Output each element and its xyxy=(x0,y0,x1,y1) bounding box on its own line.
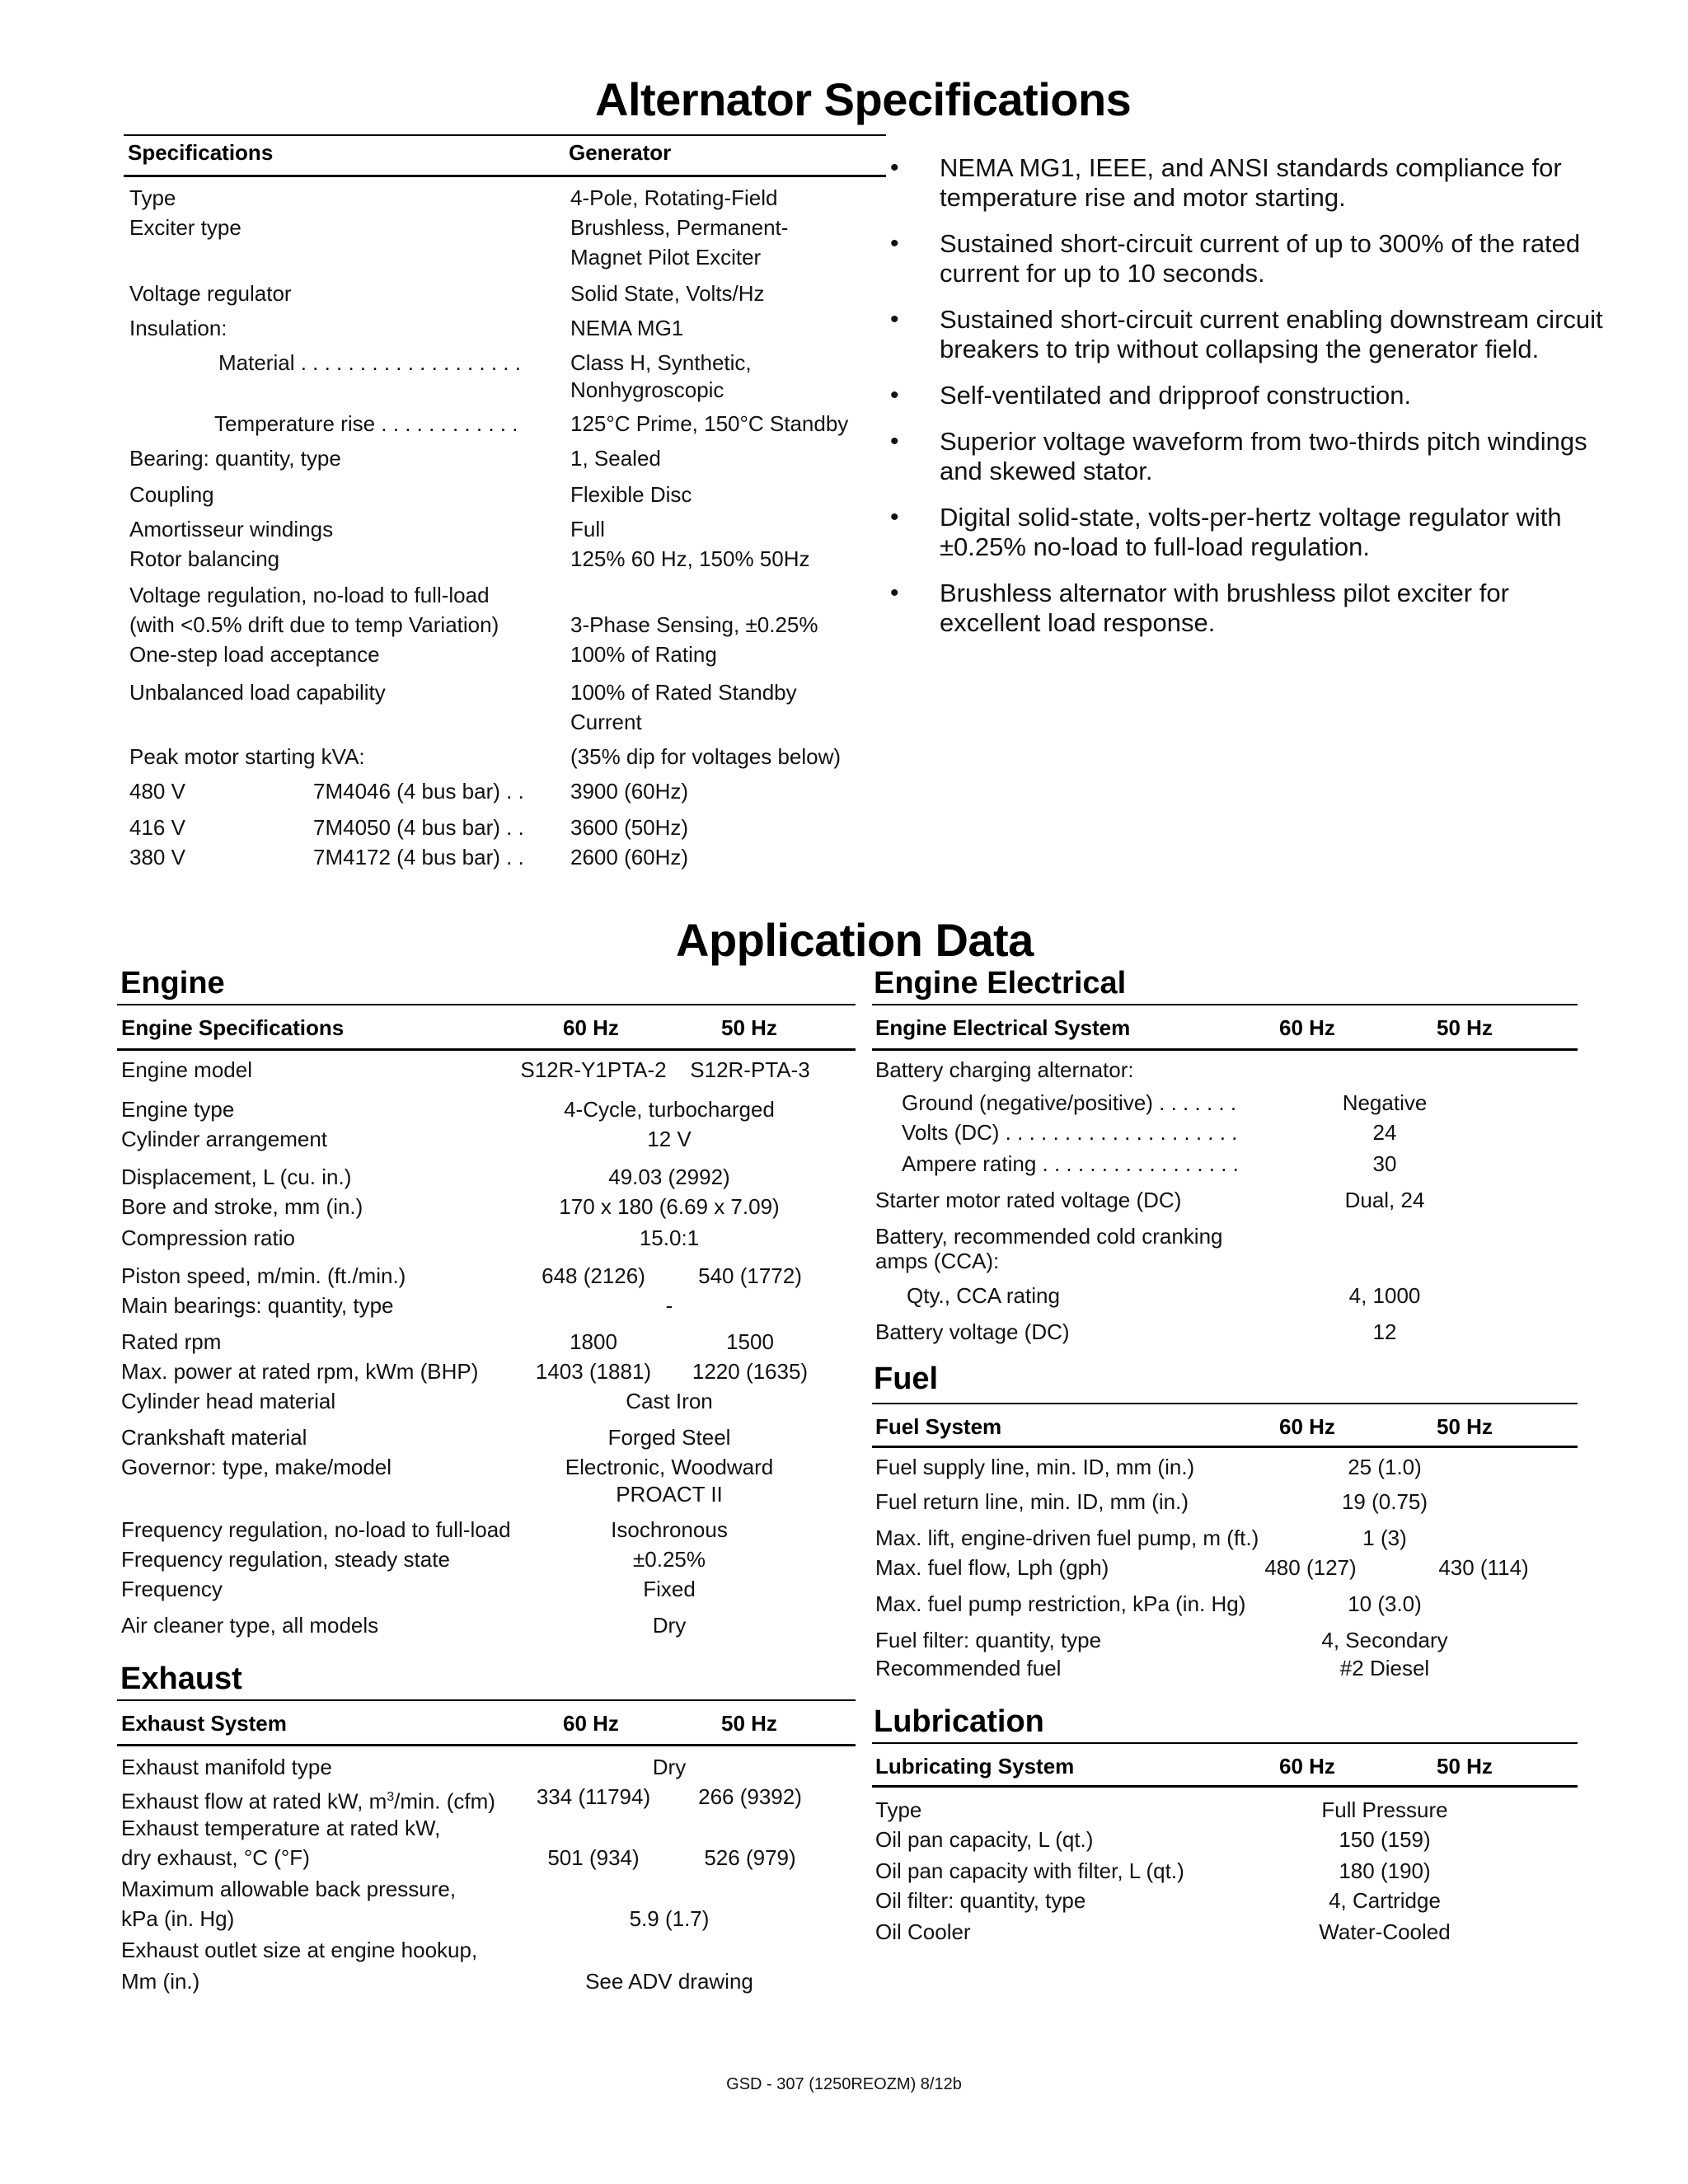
alt-row-value: Class H, Synthetic, xyxy=(570,350,752,375)
engine-row-value: Electronic, Woodward xyxy=(565,1455,774,1479)
engine-row-value: Forged Steel xyxy=(607,1425,731,1450)
elec-row-label: Battery voltage (DC) xyxy=(875,1319,1070,1344)
fuel-header-60hz: 60 Hz xyxy=(1279,1414,1335,1439)
engine-row-label: Max. power at rated rpm, kWm (BHP) xyxy=(121,1359,479,1384)
motor-row-value: 3900 (60Hz) xyxy=(570,779,689,804)
alt-row-value: 125% 60 Hz, 150% 50Hz xyxy=(570,546,810,571)
feature-bullet xyxy=(890,579,1615,638)
engine-row-value: Cast Iron xyxy=(626,1389,713,1413)
alt-row-label: Material . . . . . . . . . . . . . . . . . . . xyxy=(218,350,521,375)
alt-row-label: Exciter type xyxy=(129,215,241,240)
alt-row-label: Rotor balancing xyxy=(129,546,280,571)
feature-bullet xyxy=(890,427,1615,486)
motor-row-volt: 480 V xyxy=(129,779,185,804)
engine-row-label: Piston speed, m/min. (ft./min.) xyxy=(121,1263,406,1288)
alt-row-value: Flexible Disc xyxy=(570,482,692,507)
fuel-row-label: Fuel return line, min. ID, mm (in.) xyxy=(875,1489,1189,1514)
engine-row-label: Cylinder arrangement xyxy=(121,1127,328,1151)
lube-row-value: Water-Cooled xyxy=(1319,1919,1451,1944)
exhaust-row-value: See ADV drawing xyxy=(585,1969,753,1994)
alt-row-value: NEMA MG1 xyxy=(570,316,684,340)
engine-row-label: Air cleaner type, all models xyxy=(121,1613,379,1638)
alt-row-label: Temperature rise . . . . . . . . . . . . xyxy=(214,411,518,436)
lube-row-label: Oil filter: quantity, type xyxy=(875,1888,1086,1913)
elec-row-label: Ampere rating . . . . . . . . . . . . . . . . . xyxy=(902,1151,1239,1176)
alternator-title: Alternator Specifications xyxy=(595,73,1132,125)
exhaust-row-label: Exhaust manifold type xyxy=(121,1755,332,1779)
feature-text: Sustained short-circuit current enabling downstream circuit breakers to trip without collapsing the generator field. xyxy=(940,305,1603,363)
bullet-icon: • xyxy=(890,428,899,455)
engine-section-title: Engine xyxy=(120,966,225,1001)
exhaust-row-label: Exhaust flow at rated kW, $m^3/\min$. (cfm) xyxy=(121,1788,495,1814)
fuel-row-value: 10 (3.0) xyxy=(1348,1591,1422,1616)
feature-text: Superior voltage waveform from two-thirds pitch windings and skewed stator. xyxy=(940,427,1587,485)
alt-row-label: Unbalanced load capability xyxy=(129,680,386,705)
alt-row-value: Nonhygroscopic xyxy=(570,377,724,402)
motor-row-value: 2600 (60Hz) xyxy=(570,845,689,869)
alt-row-value: 125°C Prime, 150°C Standby xyxy=(570,411,849,436)
feature-text: Brushless alternator with brushless pilot exciter for excellent load response. xyxy=(940,579,1509,637)
engine-row-50hz: 1500 xyxy=(726,1329,774,1354)
exhaust-row-value: 5.9 (1.7) xyxy=(629,1906,710,1931)
alt-row-value: 100% of Rating xyxy=(570,642,717,667)
engine-row-value: Dry xyxy=(652,1613,687,1638)
feature-bullet xyxy=(890,305,1615,364)
elec-row-value: 12 xyxy=(1372,1319,1397,1344)
alt-row-value: 1, Sealed xyxy=(570,446,661,471)
document-footer: GSD - 307 (1250REOZM) 8/12b xyxy=(726,2075,962,2093)
lubrication-header-60hz: 60 Hz xyxy=(1279,1754,1335,1779)
feature-text: Sustained short-circuit current of up to 300% of the rated current for up to 10 seconds. xyxy=(940,229,1581,288)
elec-row-label: Ground (negative/positive) . . . . . . . xyxy=(902,1090,1237,1115)
engine-row-value: ±0.25% xyxy=(633,1547,706,1572)
engine-row-60hz: S12R-Y1PTA-2 xyxy=(520,1057,667,1082)
fuel-row-value: 19 (0.75) xyxy=(1341,1489,1428,1514)
motor-row-volt: 416 V xyxy=(129,815,185,840)
alt-row-label: Peak motor starting kVA: xyxy=(129,744,365,769)
engine-row-value: 12 V xyxy=(647,1127,692,1151)
alt-row-value: 4-Pole, Rotating-Field xyxy=(570,185,778,210)
elec-row-label: Volts (DC) . . . . . . . . . . . . . . . . . . . . xyxy=(902,1120,1238,1145)
alt-row-value: 3-Phase Sensing, ±0.25% xyxy=(570,612,818,637)
lube-row-label: Oil pan capacity, L (qt.) xyxy=(875,1827,1094,1852)
feature-bullet xyxy=(890,381,1615,410)
engine-electrical-title-rule xyxy=(872,1004,1578,1005)
engine-row-value: PROACT II xyxy=(616,1482,723,1507)
fuel-row-label: Recommended fuel xyxy=(875,1656,1062,1680)
fuel-header: Fuel System xyxy=(875,1414,1002,1439)
lube-row-value: Full Pressure xyxy=(1321,1797,1448,1822)
engine-row-label: Displacement, L (cu. in.) xyxy=(121,1165,352,1189)
fuel-row-value: #2 Diesel xyxy=(1339,1656,1430,1680)
feature-text: Self-ventilated and dripproof construction. xyxy=(940,381,1412,410)
alt-row-value: Magnet Pilot Exciter xyxy=(570,245,762,269)
alt-header-rule xyxy=(124,175,886,177)
fuel-section-title: Fuel xyxy=(874,1361,939,1396)
lube-row-value: 4, Cartridge xyxy=(1329,1888,1441,1913)
exhaust-row-value: Dry xyxy=(652,1755,687,1779)
exhaust-row-60hz: 334 (11794) xyxy=(536,1784,651,1809)
lubrication-header: Lubricating System xyxy=(875,1754,1075,1779)
alt-row-label: One-step load acceptance xyxy=(129,642,380,667)
engine-row-50hz: 540 (1772) xyxy=(698,1263,802,1288)
motor-row-model: 7M4046 (4 bus bar) . . xyxy=(313,779,524,804)
alt-row-label: Voltage regulator xyxy=(129,281,292,306)
exhaust-title-rule xyxy=(117,1699,856,1701)
engine-header: Engine Specifications xyxy=(121,1015,345,1040)
engine-row-label: Engine model xyxy=(121,1057,252,1082)
alt-row-value: Brushless, Permanent- xyxy=(570,215,789,240)
lubrication-header-50hz: 50 Hz xyxy=(1437,1754,1493,1779)
engine-row-label: Cylinder head material xyxy=(121,1389,336,1413)
fuel-row-label: Max. fuel flow, Lph (gph) xyxy=(875,1555,1109,1580)
elec-row-label: Battery, recommended cold cranking xyxy=(875,1224,1223,1249)
alt-row-value: Full xyxy=(570,517,605,541)
exhaust-section-title: Exhaust xyxy=(120,1661,242,1696)
engine-row-label: Frequency regulation, steady state xyxy=(121,1547,450,1572)
exhaust-row-label: Exhaust temperature at rated kW, xyxy=(121,1816,441,1840)
fuel-row-label: Fuel filter: quantity, type xyxy=(875,1628,1102,1652)
motor-row-value: 3600 (50Hz) xyxy=(570,815,689,840)
feature-bullet xyxy=(890,229,1615,288)
exhaust-header-rule xyxy=(117,1744,856,1746)
alt-top-rule xyxy=(124,134,886,136)
engine-electrical-header-rule xyxy=(872,1048,1578,1051)
alt-row-label: Type xyxy=(129,185,176,210)
exhaust-header: Exhaust System xyxy=(121,1711,287,1736)
alt-row-value: 100% of Rated Standby xyxy=(570,680,797,705)
exhaust-row-label: Maximum allowable back pressure, xyxy=(121,1877,457,1901)
elec-row-value: 24 xyxy=(1372,1120,1397,1145)
exhaust-row-60hz: 501 (934) xyxy=(547,1845,640,1870)
engine-row-60hz: 648 (2126) xyxy=(542,1263,645,1288)
lube-row-label: Type xyxy=(875,1797,922,1822)
fuel-row-value: 4, Secondary xyxy=(1321,1628,1448,1652)
exhaust-header-50hz: 50 Hz xyxy=(721,1711,777,1736)
engine-row-label: Frequency regulation, no-load to full-load xyxy=(121,1517,511,1542)
feature-bullet xyxy=(890,153,1615,213)
lubrication-header-rule xyxy=(872,1785,1578,1788)
engine-row-label: Engine type xyxy=(121,1097,235,1122)
engine-row-label: Frequency xyxy=(121,1577,223,1601)
engine-header-rule xyxy=(117,1048,856,1051)
engine-electrical-header: Engine Electrical System xyxy=(875,1015,1131,1040)
bullet-icon: • xyxy=(890,579,899,607)
feature-bullet xyxy=(890,503,1615,562)
engine-row-value: 15.0:1 xyxy=(639,1226,700,1250)
engine-row-label: Main bearings: quantity, type xyxy=(121,1293,394,1318)
alt-header-generator: Generator xyxy=(569,140,672,165)
engine-row-60hz: 1403 (1881) xyxy=(535,1359,652,1384)
elec-row-label: Qty., CCA rating xyxy=(907,1283,1060,1308)
exhaust-row-label: dry exhaust, °C (°F) xyxy=(121,1845,310,1870)
engine-electrical-header-50hz: 50 Hz xyxy=(1437,1015,1493,1040)
elec-row-label: amps (CCA): xyxy=(875,1249,1000,1273)
engine-electrical-header-60hz: 60 Hz xyxy=(1279,1015,1335,1040)
engine-title-rule xyxy=(117,1004,856,1005)
bullet-icon: • xyxy=(890,230,899,257)
alt-row-label: Insulation: xyxy=(129,316,227,340)
elec-row-value: Negative xyxy=(1342,1090,1428,1115)
lube-row-value: 150 (159) xyxy=(1339,1827,1431,1852)
alt-row-value: Current xyxy=(570,710,642,734)
alt-header-specifications: Specifications xyxy=(128,140,274,165)
elec-row-label: Starter motor rated voltage (DC) xyxy=(875,1188,1182,1212)
feature-text: Digital solid-state, volts-per-hertz voltage regulator with ±0.25% no-load to full-load regulation. xyxy=(940,503,1562,561)
motor-row-model: 7M4172 (4 bus bar) . . xyxy=(313,845,524,869)
lube-row-value: 180 (190) xyxy=(1339,1858,1431,1883)
fuel-header-rule xyxy=(872,1446,1578,1448)
elec-row-value: 30 xyxy=(1372,1151,1397,1176)
bullet-icon: • xyxy=(890,382,899,409)
alt-row-value: (35% dip for voltages below) xyxy=(570,744,842,769)
alt-row-label: (with <0.5% drift due to temp Variation) xyxy=(129,612,499,637)
exhaust-row-label: Exhaust outlet size at engine hookup, xyxy=(121,1938,478,1962)
exhaust-header-60hz: 60 Hz xyxy=(563,1711,619,1736)
alt-row-value: Solid State, Volts/Hz xyxy=(570,281,765,306)
engine-row-label: Bore and stroke, mm (in.) xyxy=(121,1194,363,1219)
lube-row-label: Oil pan capacity with filter, L (qt.) xyxy=(875,1858,1184,1883)
engine-row-label: Rated rpm xyxy=(121,1329,222,1354)
fuel-row-60hz: 480 (127) xyxy=(1264,1555,1357,1580)
alt-row-label: Amortisseur windings xyxy=(129,517,334,541)
engine-row-value: Fixed xyxy=(643,1577,696,1601)
feature-text: NEMA MG1, IEEE, and ANSI standards compliance for temperature rise and motor starting. xyxy=(940,153,1562,212)
engine-row-label: Crankshaft material xyxy=(121,1425,307,1450)
engine-header-60hz: 60 Hz xyxy=(563,1015,619,1040)
bullet-icon: • xyxy=(890,504,899,531)
application-data-title: Application Data xyxy=(676,914,1034,966)
engine-row-50hz: S12R-PTA-3 xyxy=(690,1057,810,1082)
elec-row-value: Dual, 24 xyxy=(1344,1188,1425,1212)
fuel-row-value: 1 (3) xyxy=(1362,1526,1407,1550)
alt-row-label: Coupling xyxy=(129,482,214,507)
alt-row-label: Bearing: quantity, type xyxy=(129,446,341,471)
bullet-icon: • xyxy=(890,154,899,181)
exhaust-row-50hz: 266 (9392) xyxy=(698,1784,802,1809)
engine-row-value: 4-Cycle, turbocharged xyxy=(564,1097,775,1122)
lube-row-label: Oil Cooler xyxy=(875,1919,971,1944)
engine-electrical-section-title: Engine Electrical xyxy=(874,966,1127,1001)
lubrication-section-title: Lubrication xyxy=(874,1704,1044,1739)
fuel-row-label: Fuel supply line, min. ID, mm (in.) xyxy=(875,1455,1195,1479)
bullet-icon: • xyxy=(890,306,899,333)
fuel-row-label: Max. fuel pump restriction, kPa (in. Hg) xyxy=(875,1591,1246,1616)
exhaust-row-label: Mm (in.) xyxy=(121,1969,200,1994)
fuel-header-50hz: 50 Hz xyxy=(1437,1414,1493,1439)
alternator-feature-list xyxy=(890,153,1615,654)
fuel-row-50hz: 430 (114) xyxy=(1438,1555,1529,1580)
engine-row-50hz: 1220 (1635) xyxy=(692,1359,809,1384)
alt-row-label: Voltage regulation, no-load to full-load xyxy=(129,583,490,607)
elec-row-value: 4, 1000 xyxy=(1348,1283,1421,1308)
elec-row-label: Battery charging alternator: xyxy=(875,1057,1134,1082)
engine-row-60hz: 1800 xyxy=(570,1329,617,1354)
fuel-title-rule xyxy=(872,1403,1578,1404)
engine-row-value: Isochronous xyxy=(611,1517,728,1542)
engine-row-value: 170 x 180 (6.69 x 7.09) xyxy=(559,1194,780,1219)
engine-row-value: 49.03 (2992) xyxy=(608,1165,730,1189)
motor-row-model: 7M4050 (4 bus bar) . . xyxy=(313,815,524,840)
fuel-row-label: Max. lift, engine-driven fuel pump, m (ft.) xyxy=(875,1526,1259,1550)
exhaust-row-50hz: 526 (979) xyxy=(704,1845,796,1870)
lubrication-title-rule xyxy=(872,1742,1578,1744)
engine-row-label: Governor: type, make/model xyxy=(121,1455,392,1479)
fuel-row-value: 25 (1.0) xyxy=(1348,1455,1422,1479)
engine-row-label: Compression ratio xyxy=(121,1226,295,1250)
engine-header-50hz: 50 Hz xyxy=(721,1015,777,1040)
engine-row-value: - xyxy=(665,1293,673,1318)
exhaust-row-label: kPa (in. Hg) xyxy=(121,1906,235,1931)
motor-row-volt: 380 V xyxy=(129,845,185,869)
